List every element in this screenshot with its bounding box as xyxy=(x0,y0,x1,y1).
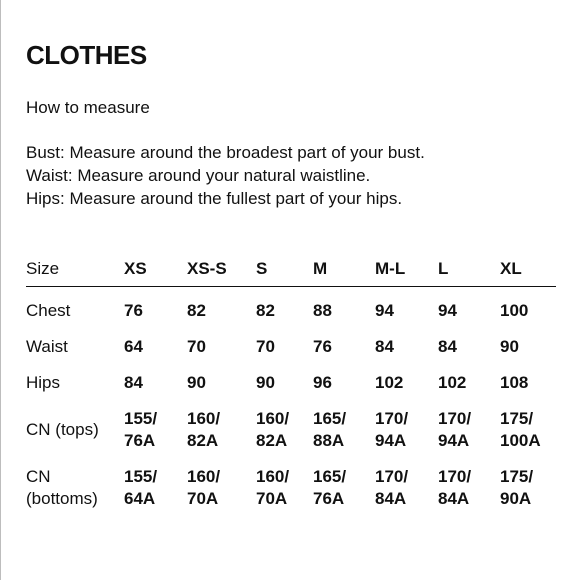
cell-line: 76A xyxy=(313,489,345,508)
cell-line: 100A xyxy=(500,431,541,450)
table-cell xyxy=(187,401,256,459)
table-cell xyxy=(313,401,375,459)
cell-line: 76A xyxy=(124,431,156,450)
instruction-bust: Bust: Measure around the broadest part of your bust. xyxy=(26,143,425,162)
table-cell xyxy=(438,401,500,459)
cell-line: 94A xyxy=(375,431,407,450)
table-cell: 82 xyxy=(187,301,206,320)
cell-line: 94A xyxy=(438,431,470,450)
cell-line: 90A xyxy=(500,489,532,508)
cell-line: 175/ xyxy=(500,409,534,428)
cell-line: 155/ xyxy=(124,467,158,486)
cell-line: 70A xyxy=(256,489,288,508)
cell-line: 64A xyxy=(124,489,156,508)
header-size-label: Size xyxy=(26,256,124,287)
cell-line: 84A xyxy=(375,489,407,508)
table-cell: 70 xyxy=(187,337,206,356)
left-border-line xyxy=(0,0,1,580)
table-cell: 84 xyxy=(124,373,143,392)
cell-line: 170/ xyxy=(375,467,409,486)
size-header-m: M xyxy=(313,256,375,287)
table-row-hips xyxy=(26,365,556,401)
cell-line: 165/ xyxy=(313,467,347,486)
table-cell: 102 xyxy=(375,373,404,392)
size-header-l: L xyxy=(438,256,500,287)
table-row-chest xyxy=(26,287,556,330)
table-row-cn-tops xyxy=(26,401,556,459)
cell-line: 175/ xyxy=(500,467,534,486)
table-cell: 90 xyxy=(187,373,206,392)
table-cell: 64 xyxy=(124,337,143,356)
measure-instructions xyxy=(26,141,556,210)
instruction-hips: Hips: Measure around the fullest part of your hips. xyxy=(26,189,403,208)
size-header-xs: XS xyxy=(124,256,187,287)
row-label-line: (bottoms) xyxy=(26,489,98,508)
cell-line: 170/ xyxy=(438,467,472,486)
table-cell xyxy=(375,459,438,517)
cell-line: 84A xyxy=(438,489,470,508)
table-cell xyxy=(256,459,313,517)
table-cell xyxy=(124,459,187,517)
page-title: CLOTHES xyxy=(26,40,147,70)
table-cell: 84 xyxy=(438,337,457,356)
table-cell xyxy=(124,401,187,459)
table-header-row xyxy=(26,256,556,287)
table-cell xyxy=(313,459,375,517)
table-cell: 90 xyxy=(500,337,519,356)
table-cell xyxy=(375,401,438,459)
cell-line: 170/ xyxy=(375,409,409,428)
table-cell: 100 xyxy=(500,301,529,320)
row-label: CN (tops) xyxy=(26,420,99,439)
table-cell: 94 xyxy=(375,301,394,320)
table-cell: 102 xyxy=(438,373,467,392)
cell-line: 160/ xyxy=(187,467,221,486)
row-label: Hips xyxy=(26,373,61,392)
table-cell: 96 xyxy=(313,373,332,392)
table-cell: 88 xyxy=(313,301,332,320)
cell-line: 170/ xyxy=(438,409,472,428)
table-cell: 90 xyxy=(256,373,275,392)
table-cell xyxy=(256,401,313,459)
size-header-s: S xyxy=(256,256,313,287)
table-cell xyxy=(500,401,556,459)
row-label: Waist xyxy=(26,337,68,356)
table-cell: 108 xyxy=(500,373,529,392)
cell-line: 165/ xyxy=(313,409,347,428)
table-cell: 76 xyxy=(124,301,143,320)
cell-line: 82A xyxy=(187,431,219,450)
cell-line: 88A xyxy=(313,431,345,450)
cell-line: 155/ xyxy=(124,409,158,428)
table-cell: 70 xyxy=(256,337,275,356)
size-header-m-l: M-L xyxy=(375,256,438,287)
size-table xyxy=(26,256,556,517)
cell-line: 160/ xyxy=(256,467,290,486)
table-row-waist xyxy=(26,329,556,365)
row-label xyxy=(26,459,124,517)
table-cell xyxy=(500,459,556,517)
cell-line: 70A xyxy=(187,489,219,508)
table-cell: 84 xyxy=(375,337,394,356)
table-cell: 94 xyxy=(438,301,457,320)
row-label-line: CN xyxy=(26,467,51,486)
row-label: Chest xyxy=(26,301,71,320)
table-cell: 76 xyxy=(313,337,332,356)
section-subtitle: How to measure xyxy=(26,98,150,117)
table-cell xyxy=(438,459,500,517)
table-cell xyxy=(187,459,256,517)
cell-line: 82A xyxy=(256,431,288,450)
table-row-cn-bottoms xyxy=(26,459,556,517)
instruction-waist: Waist: Measure around your natural waistline. xyxy=(26,166,371,185)
cell-line: 160/ xyxy=(187,409,221,428)
size-header-xl: XL xyxy=(500,256,556,287)
size-header-xs-s: XS-S xyxy=(187,256,256,287)
cell-line: 160/ xyxy=(256,409,290,428)
table-cell: 82 xyxy=(256,301,275,320)
